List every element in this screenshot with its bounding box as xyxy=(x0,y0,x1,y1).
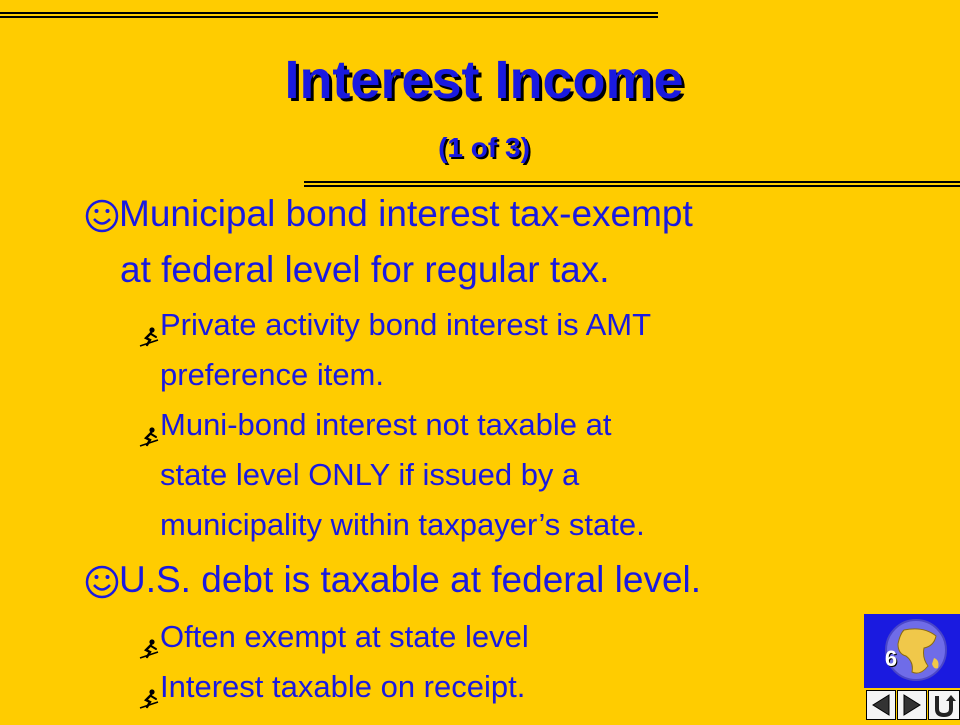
slide-subtitle: (1 of 3) xyxy=(438,132,530,163)
bullet-text: U.S. debt is taxable at federal level. xyxy=(119,559,702,600)
skier-icon xyxy=(138,313,160,335)
sub-bullet-text: state level ONLY if issued by a xyxy=(160,457,580,492)
triangle-left-icon xyxy=(867,691,895,719)
sub-bullet-text: preference item. xyxy=(160,357,384,392)
sub-bullet-item xyxy=(138,612,858,662)
sub-bullet-text: municipality within taxpayer’s state. xyxy=(160,507,645,542)
slide-title: Interest Income xyxy=(284,50,684,110)
bullet-text: Municipal bond interest tax-exempt xyxy=(119,193,693,234)
previous-slide-button[interactable] xyxy=(866,690,896,720)
smiley-icon xyxy=(84,552,120,608)
triangle-right-icon xyxy=(898,691,926,719)
return-button[interactable] xyxy=(928,690,960,720)
sub-bullet-text: Private activity bond interest is AMT xyxy=(160,307,652,342)
sub-bullet-text: Often exempt at state level xyxy=(160,619,529,654)
sub-bullet-item xyxy=(138,300,858,400)
sub-bullet-item xyxy=(138,400,858,550)
skier-icon xyxy=(138,625,160,647)
smiley-icon xyxy=(84,186,120,242)
skier-icon xyxy=(138,675,160,697)
page-number: 6 xyxy=(884,646,898,671)
sub-bullet-item xyxy=(138,662,858,712)
bullet-item xyxy=(84,552,884,608)
bullet-text: at federal level for regular tax. xyxy=(120,249,610,290)
sub-bullet-text: Interest taxable on receipt. xyxy=(160,669,526,704)
skier-icon xyxy=(138,413,160,435)
sub-bullet-text: Muni-bond interest not taxable at xyxy=(160,407,612,442)
bullet-item xyxy=(84,186,884,298)
next-slide-button[interactable] xyxy=(897,690,927,720)
u-turn-icon xyxy=(929,691,959,719)
